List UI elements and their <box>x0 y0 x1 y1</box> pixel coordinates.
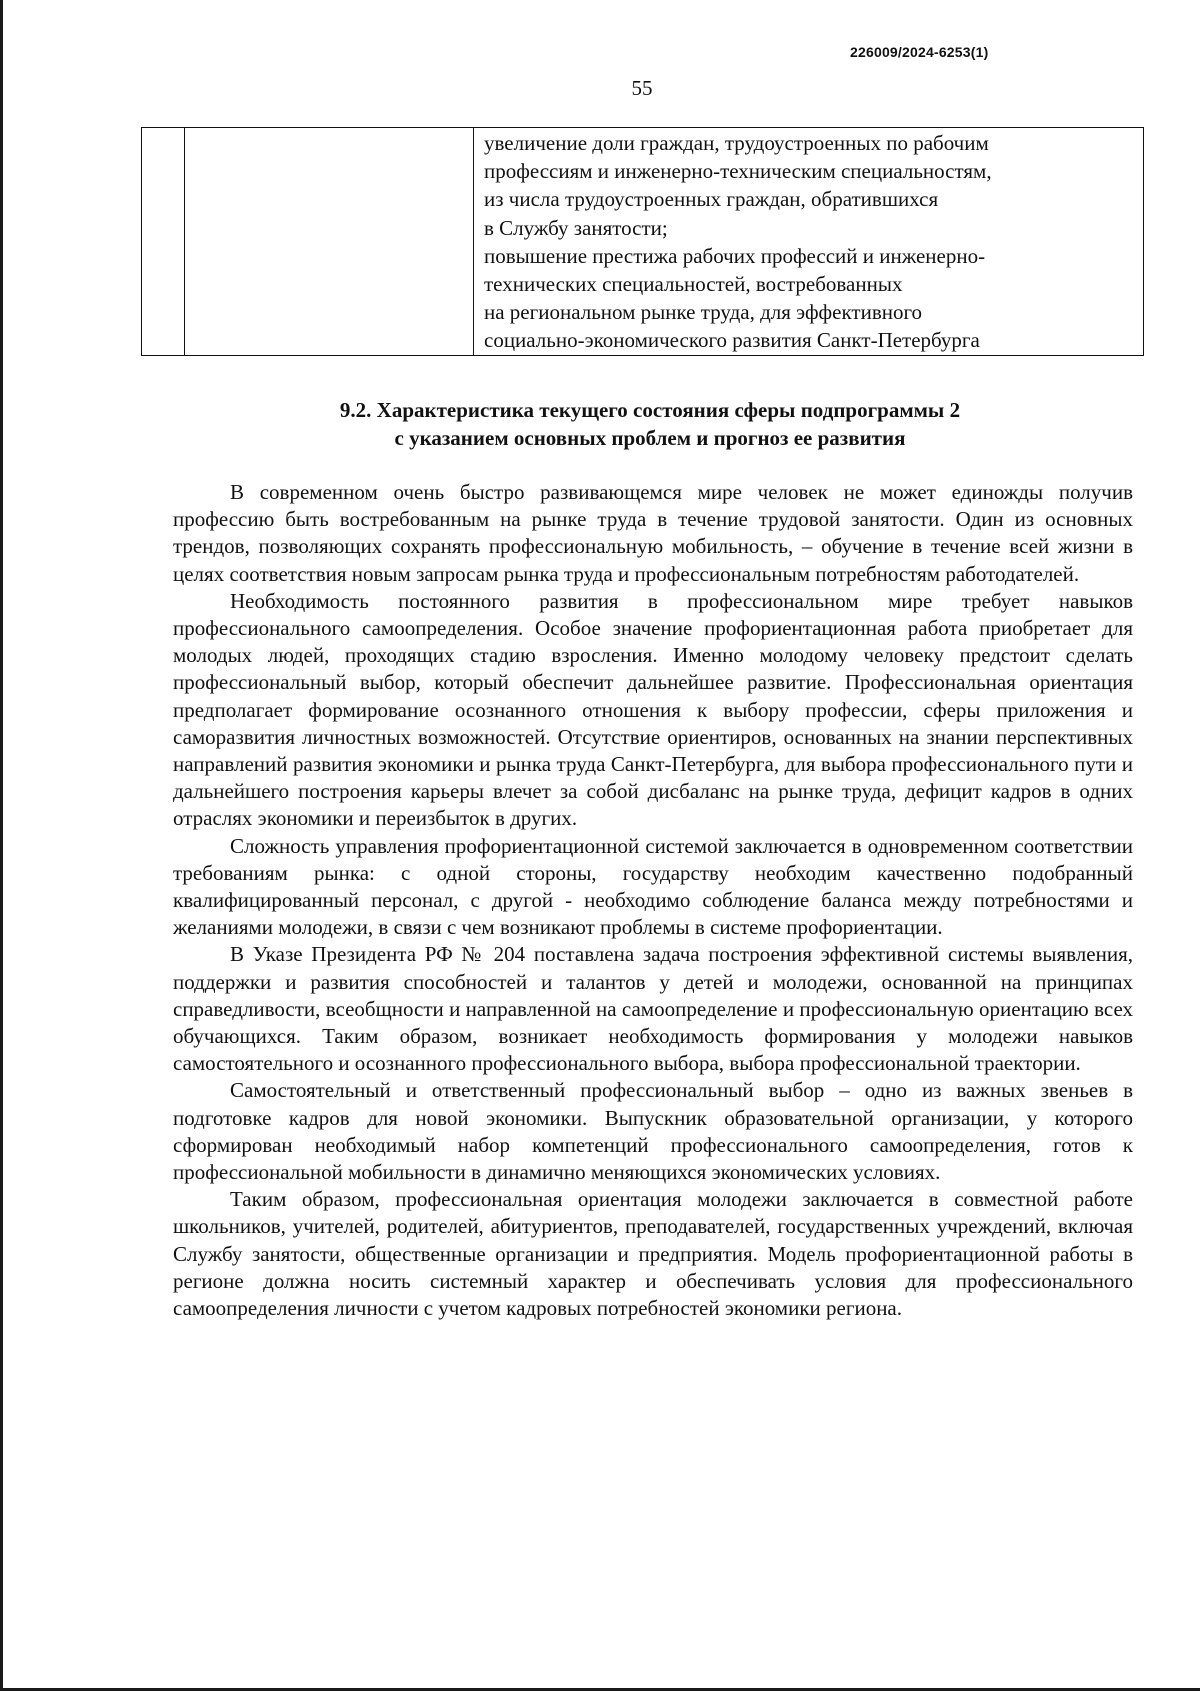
continued-table <box>141 127 1144 356</box>
body-paragraph: В Указе Президента РФ № 204 поставлена задача построения эффективной системы выявления, поддержки и развития способностей и талантов у детей и молодежи, основанной на принципах справедливости, всеобщности и направленной на самоопределение и профессиональную ориентацию всех обучающихся. Таким образом, возникает необходимость формирования у молодежи навыков самостоятельного и осознанного профессионального выбора, выбора профессиональной траектории. <box>173 942 1133 1076</box>
scan-border-left <box>0 0 3 1691</box>
body-paragraph: Сложность управления профориентационной системой заключается в одновременном соответствии требованиям рынка: с одной стороны, государству необходим качественно подобранный квалифицированный персонал, с другой - необходимо соблюдение баланса между потребностями и желаниями молодежи, в связи с чем возникают проблемы в системе профориентации. <box>173 833 1133 940</box>
table-text-line: на региональном рынке труда, для эффективного <box>484 300 923 325</box>
body-paragraph: Таким образом, профессиональная ориентация молодежи заключается в совместной работе школьников, учителей, родителей, абитуриентов, преподавателей, государственных учреждений, включая Службу занятости, общественные организации и предприятия. Модель профориентационной работы в регионе должна носить системный характер и обеспечивать условия для профессионального самоопределения личности с учетом кадровых потребностей экономики региона. <box>173 1187 1133 1321</box>
table-cell-number <box>142 128 185 356</box>
section-heading-line-1: 9.2. Характеристика текущего состояния сферы подпрограммы 2 <box>339 398 961 422</box>
table-text-line: из числа трудоустроенных граждан, обратившихся <box>484 187 939 212</box>
section-heading-line-2: с указанием основных проблем и прогноз ее развития <box>394 426 906 450</box>
document-registration-number: 226009/2024-6253(1) <box>850 44 989 60</box>
table-text-line: увеличение доли граждан, трудоустроенных по рабочим <box>484 131 989 155</box>
table-text-line: профессиям и инженерно-техническим специальностям, <box>484 159 992 184</box>
section-body <box>173 479 1133 1322</box>
table-row <box>142 128 1144 356</box>
section-heading <box>150 396 1150 452</box>
body-paragraph: В современном очень быстро развивающемся мире человек не может единожды получив профессию быть востребованным на рынке труда в течение трудовой занятости. Один из основных трендов, позволяющих сохранять профессиональную мобильность, – обучение в течение всей жизни в целях соответствия новым запросам рынка труда и профессиональным потребностям работодателей. <box>173 480 1133 586</box>
page-number: 55 <box>631 76 653 100</box>
table-text-line: технических специальностей, востребованных <box>484 272 903 297</box>
table-cell-results <box>474 128 1144 356</box>
body-paragraph: Самостоятельный и ответственный профессиональный выбор – одно из важных звеньев в подготовке кадров для новой экономики. Выпускник образовательной организации, у которого сформирован необходимый набор компетенций профессионального самоопределения, готов к профессиональной мобильности в динамично меняющихся экономических условиях. <box>173 1078 1133 1185</box>
body-paragraph: Необходимость постоянного развития в профессиональном мире требует навыков профессионального самоопределения. Особое значение профориентационная работа приобретает для молодых людей, проходящих стадию взросления. Именно молодому человеку предстоит сделать профессиональный выбор, который обеспечит дальнейшее развитие. Профессиональная ориентация предполагает формирование осознанного отношения к выбору профессии, сферы приложения и саморазвития личностных возможностей. Отсутствие ориентиров, основанных на знании перспективных направлений развития экономики и рынка труда Санкт-Петербурга, для выбора профессионального пути и дальнейшего построения карьеры влечет за собой дисбаланс на рынке труда, дефицит кадров в одних отраслях экономики и переизбыток в других. <box>173 588 1133 831</box>
table-text-line: социально-экономического развития Санкт-Петербурга <box>484 328 980 353</box>
table-text-line: в Службу занятости; <box>484 215 668 240</box>
table-text-line: повышение престижа рабочих профессий и инженерно- <box>484 243 986 268</box>
table-cell-name <box>185 128 474 356</box>
